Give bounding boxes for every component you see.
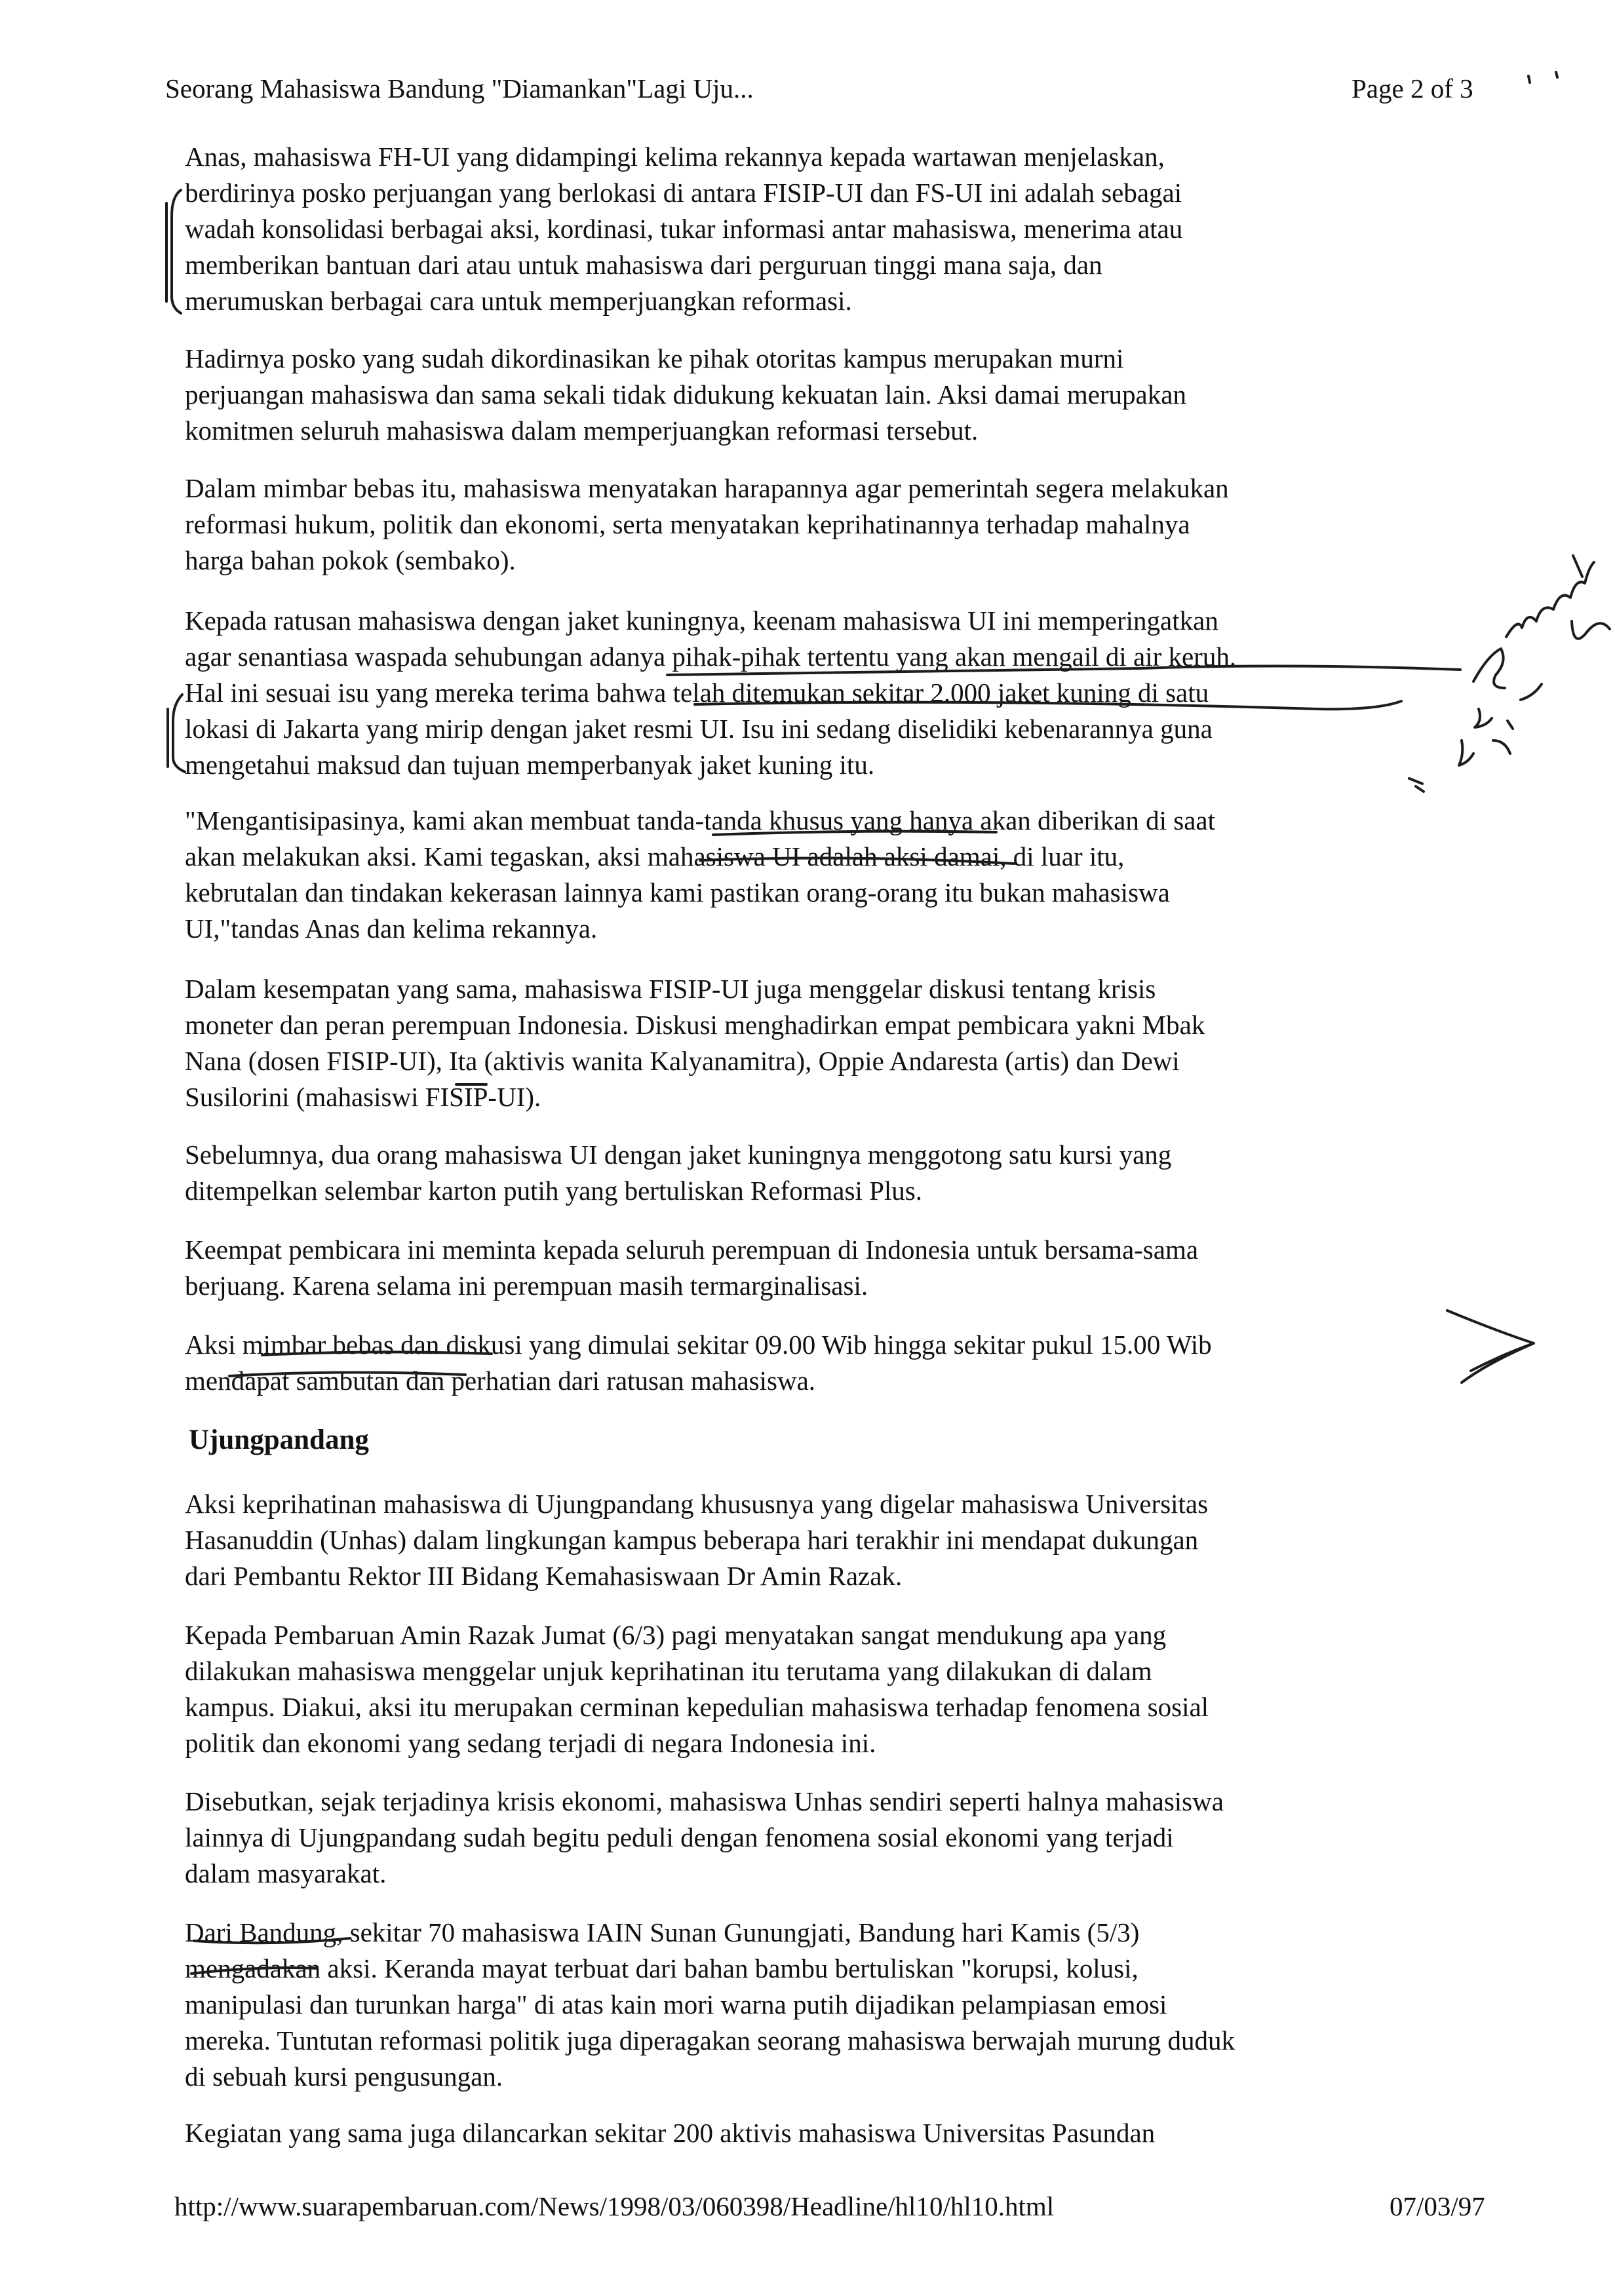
section-heading: Ujungpandang [189, 1425, 369, 1455]
paragraph [185, 1486, 1509, 1594]
text-line: Kegiatan yang sama juga dilancarkan sekitar 200 aktivis mahasiswa Universitas Pasundan [185, 2118, 1156, 2148]
page-number: Page 2 of 3 [1352, 73, 1473, 104]
text-line: Nana (dosen FISIP-UI), Ita (aktivis wanita Kalyanamitra), Oppie Andaresta (artis) dan Dewi [185, 1046, 1180, 1076]
text-line: dalam masyarakat. [185, 1858, 387, 1888]
document-title: Seorang Mahasiswa Bandung "Diamankan"Lagi Uju... [165, 73, 754, 104]
text-line: Keempat pembicara ini meminta kepada seluruh perempuan di Indonesia untuk bersama-sama [185, 1234, 1199, 1265]
paragraph [185, 1617, 1509, 1761]
text-line: merumuskan berbagai cara untuk memperjuangkan reformasi. [185, 286, 852, 316]
margin-bracket [173, 695, 185, 772]
text-line: kebrutalan dan tindakan kekerasan lainnya kami pastikan orang-orang itu bukan mahasiswa [185, 877, 1170, 908]
text-line: lainnya di Ujungpandang sudah begitu peduli dengan fenomena sosial ekonomi yang terjadi [185, 1822, 1174, 1852]
text-line: mengetahui maksud dan tujuan memperbanyak jaket kuning itu. [185, 750, 875, 780]
text-line: Dalam kesempatan yang sama, mahasiswa FISIP-UI juga menggelar diskusi tentang krisis [185, 974, 1156, 1004]
text-line: politik dan ekonomi yang sedang terjadi di negara Indonesia ini. [185, 1728, 876, 1758]
paragraph [185, 2115, 1509, 2151]
text-line: dilakukan mahasiswa menggelar unjuk keprihatinan itu terutama yang dilakukan di dalam [185, 1656, 1152, 1686]
text-line: di sebuah kursi pengusungan. [185, 2061, 503, 2092]
text-line: Aksi keprihatinan mahasiswa di Ujungpandang khususnya yang digelar mahasiswa Universitas [185, 1489, 1209, 1519]
source-url: http://www.suarapembaruan.com/News/1998/03/060398/Headline/hl10/hl10.html [174, 2191, 1055, 2221]
text-line: Sebelumnya, dua orang mahasiswa UI dengan jaket kuningnya menggotong satu kursi yang [185, 1139, 1172, 1170]
text-line: akan melakukan aksi. Kami tegaskan, aksi mahasiswa UI adalah aksi damai, di luar itu, [185, 841, 1125, 871]
text-line: memberikan bantuan dari atau untuk mahasiswa dari perguruan tinggi mana saja, dan [185, 250, 1102, 280]
paragraph [185, 1915, 1509, 2095]
text-line: perjuangan mahasiswa dan sama sekali tidak didukung kekuatan lain. Aksi damai merupakan [185, 379, 1186, 410]
text-line: Kepada ratusan mahasiswa dengan jaket kuningnya, keenam mahasiswa UI ini memperingatkan [185, 605, 1218, 636]
text-line: mendapat sambutan dan perhatian dari ratusan mahasiswa. [185, 1366, 816, 1396]
paragraph [185, 1784, 1509, 1892]
text-line: Susilorini (mahasiswi FISIP-UI). [185, 1082, 541, 1112]
text-line: mengadakan aksi. Keranda mayat terbuat dari bahan bambu bertuliskan "korupsi, kolusi, [185, 1953, 1138, 1983]
paragraph [185, 603, 1509, 783]
text-line: lokasi di Jakarta yang mirip dengan jaket resmi UI. Isu ini sedang diselidiki kebenarannya guna [185, 714, 1213, 744]
text-line: agar senantiasa waspada sehubungan adanya pihak-pihak tertentu yang akan mengail di air keruh. [185, 641, 1237, 672]
margin-bracket [172, 190, 181, 313]
corner-mark [1528, 72, 1557, 83]
text-line: berjuang. Karena selama ini perempuan masih termarginalisasi. [185, 1271, 868, 1301]
paragraph [185, 803, 1509, 947]
text-line: Kepada Pembaruan Amin Razak Jumat (6/3) pagi menyatakan sangat mendukung apa yang [185, 1620, 1167, 1650]
text-line: Disebutkan, sejak terjadinya krisis ekonomi, mahasiswa Unhas sendiri seperti halnya mahasiswa [185, 1786, 1224, 1816]
paragraph [185, 1232, 1509, 1304]
text-line: Dari Bandung, sekitar 70 mahasiswa IAIN Sunan Gunungjati, Bandung hari Kamis (5/3) [185, 1917, 1140, 1947]
print-date: 07/03/97 [1390, 2191, 1485, 2221]
paragraph [185, 470, 1509, 579]
text-line: kampus. Diakui, aksi itu merupakan cerminan kepedulian mahasiswa terhadap fenomena sosial [185, 1692, 1209, 1722]
text-line: manipulasi dan turunkan harga" di atas kain mori warna putih dijadikan pelampiasan emosi [185, 1989, 1167, 2019]
text-line: moneter dan peran perempuan Indonesia. Diskusi menghadirkan empat pembicara yakni Mbak [185, 1010, 1205, 1040]
text-line: "Mengantisipasinya, kami akan membuat tanda-tanda khusus yang hanya akan diberikan di saat [185, 805, 1215, 835]
paragraph [185, 971, 1509, 1115]
text-line: reformasi hukum, politik dan ekonomi, serta menyatakan keprihatinannya terhadap mahalnya [185, 509, 1190, 539]
text-line: Hasanuddin (Unhas) dalam lingkungan kampus beberapa hari terakhir ini mendapat dukungan [185, 1525, 1199, 1555]
text-line: Anas, mahasiswa FH-UI yang didampingi kelima rekannya kepada wartawan menjelaskan, [185, 142, 1165, 172]
paragraph [185, 139, 1509, 319]
text-line: Hal ini sesuai isu yang mereka terima bahwa telah ditemukan sekitar 2.000 jaket kuning di satu [185, 678, 1209, 708]
text-line: wadah konsolidasi berbagai aksi, kordinasi, tukar informasi antar mahasiswa, menerima atau [185, 214, 1183, 244]
text-line: berdirinya posko perjuangan yang berlokasi di antara FISIP-UI dan FS-UI ini adalah sebagai [185, 178, 1182, 208]
paragraph [185, 1327, 1509, 1399]
text-line: Hadirnya posko yang sudah dikordinasikan ke pihak otoritas kampus merupakan murni [185, 343, 1124, 373]
text-line: Dalam mimbar bebas itu, mahasiswa menyatakan harapannya agar pemerintah segera melakukan [185, 473, 1229, 503]
text-line: komitmen seluruh mahasiswa dalam memperjuangkan reformasi tersebut. [185, 415, 979, 446]
paragraph [185, 341, 1509, 449]
text-line: Aksi mimbar bebas dan diskusi yang dimulai sekitar 09.00 Wib hingga sekitar pukul 15.00 Wib [185, 1330, 1212, 1360]
text-line: harga bahan pokok (sembako). [185, 545, 516, 575]
paragraph [185, 1137, 1509, 1209]
text-line: ditempelkan selembar karton putih yang bertuliskan Reformasi Plus. [185, 1176, 922, 1206]
text-line: dari Pembantu Rektor III Bidang Kemahasiswaan Dr Amin Razak. [185, 1561, 903, 1591]
text-line: mereka. Tuntutan reformasi politik juga diperagakan seorang mahasiswa berwajah murung duduk [185, 2025, 1236, 2056]
text-line: UI,"tandas Anas dan kelima rekannya. [185, 913, 598, 944]
